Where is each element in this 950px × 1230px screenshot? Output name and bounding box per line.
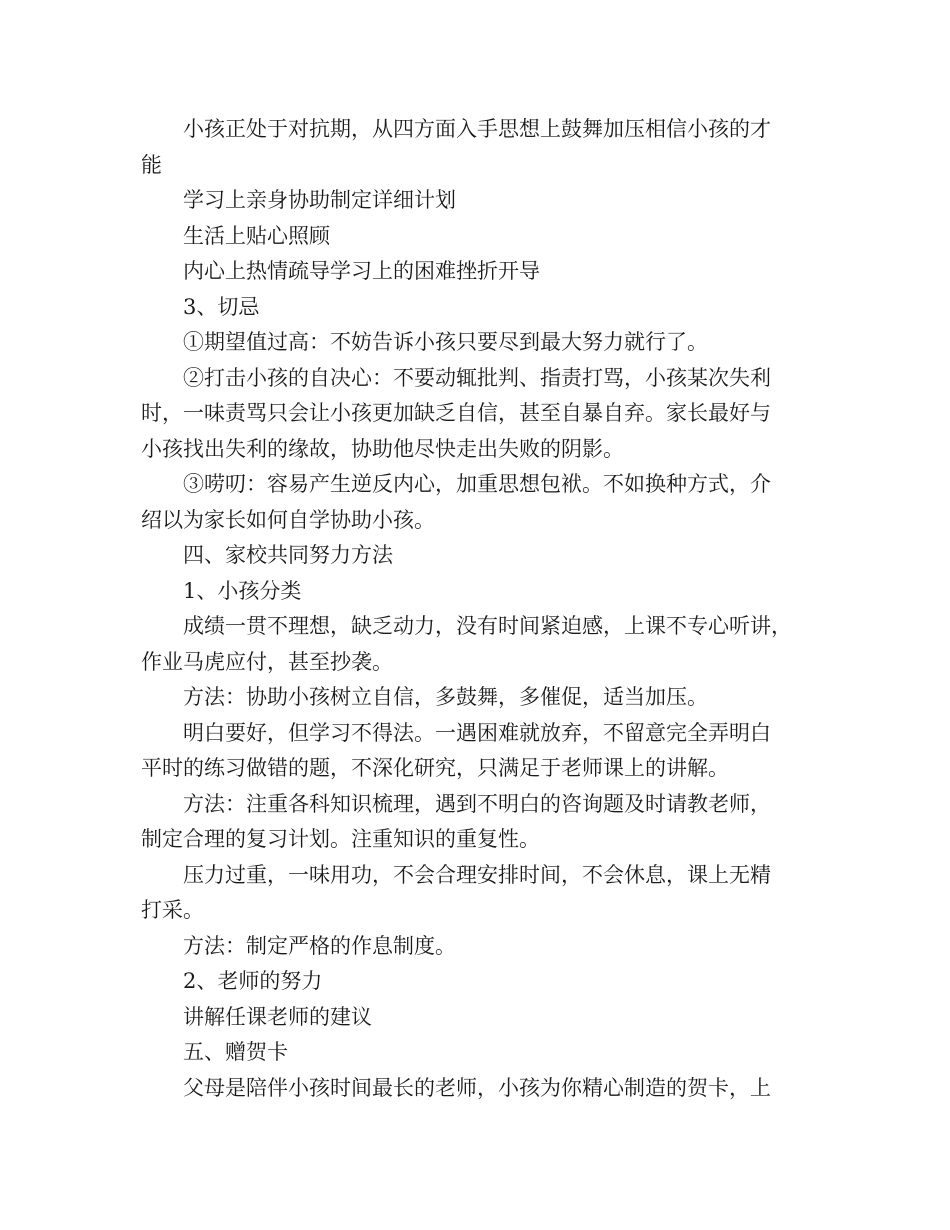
paragraph-line: 生活上贴心照顾 <box>183 223 330 248</box>
section-heading: 四、家校共同努力方法 <box>183 543 393 567</box>
paragraph-line: 制定合理的复习计划。注重知识的重复性。 <box>141 827 540 851</box>
paragraph-line: 打采。 <box>141 898 204 922</box>
paragraph-line: ③唠叨：容易产生逆反内心，加重思想包袱。不如换种方式，介 <box>183 472 771 496</box>
paragraph-line: 小孩正处于对抗期，从四方面入手思想上鼓舞加压相信小孩的才 <box>183 117 771 141</box>
section-heading: 1、小孩分类 <box>183 578 302 603</box>
paragraph-line: 内心上热情疏导学习上的困难挫折开导 <box>183 259 540 283</box>
paragraph-line: 明白要好，但学习不得法。一遇困难就放弃，不留意完全弄明白 <box>183 720 771 745</box>
paragraph-line: 父母是陪伴小孩时间最长的老师，小孩为你精心制造的贺卡，上 <box>183 1075 771 1100</box>
paragraph-line: 方法：注重各科知识梳理，遇到不明白的咨询题及时请教老师， <box>183 791 771 816</box>
paragraph-line: 学习上亲身协助制定详细计划 <box>183 188 456 212</box>
paragraph-line: 方法：协助小孩树立自信，多鼓舞，多催促，适当加压。 <box>183 685 708 709</box>
paragraph-line: 方法：制定严格的作息制度。 <box>183 933 456 958</box>
section-heading: 2、老师的努力 <box>183 969 323 993</box>
paragraph-line: 时，一味责骂只会让小孩更加缺乏自信，甚至自暴自弃。家长最好与 <box>141 401 771 425</box>
section-heading: 3、切忌 <box>183 294 260 319</box>
paragraph-line: ②打击小孩的自决心：不要动辄批判、指责打骂，小孩某次失利 <box>183 365 771 390</box>
paragraph-line: 作业马虎应付，甚至抄袭。 <box>141 649 393 674</box>
section-heading: 五、赠贺卡 <box>183 1040 288 1064</box>
paragraph-line: 能 <box>141 152 162 177</box>
document-body <box>141 112 811 1106</box>
paragraph-line: 讲解任课老师的建议 <box>183 1004 372 1029</box>
paragraph-line: ①期望值过高：不妨告诉小孩只要尽到最大努力就行了。 <box>183 330 708 354</box>
paragraph-line: 小孩找出失利的缘故，协助他尽快走出失败的阴影。 <box>141 436 624 461</box>
paragraph-line: 压力过重，一味用功，不会合理安排时间，不会休息，课上无精 <box>183 862 771 887</box>
paragraph-line: 成绩一贯不理想，缺乏动力，没有时间紧迫感，上课不专心听讲， <box>183 614 792 638</box>
paragraph-line: 平时的练习做错的题，不深化研究，只满足于老师课上的讲解。 <box>141 756 729 780</box>
paragraph-line: 绍以为家长如何自学协助小孩。 <box>141 507 435 532</box>
